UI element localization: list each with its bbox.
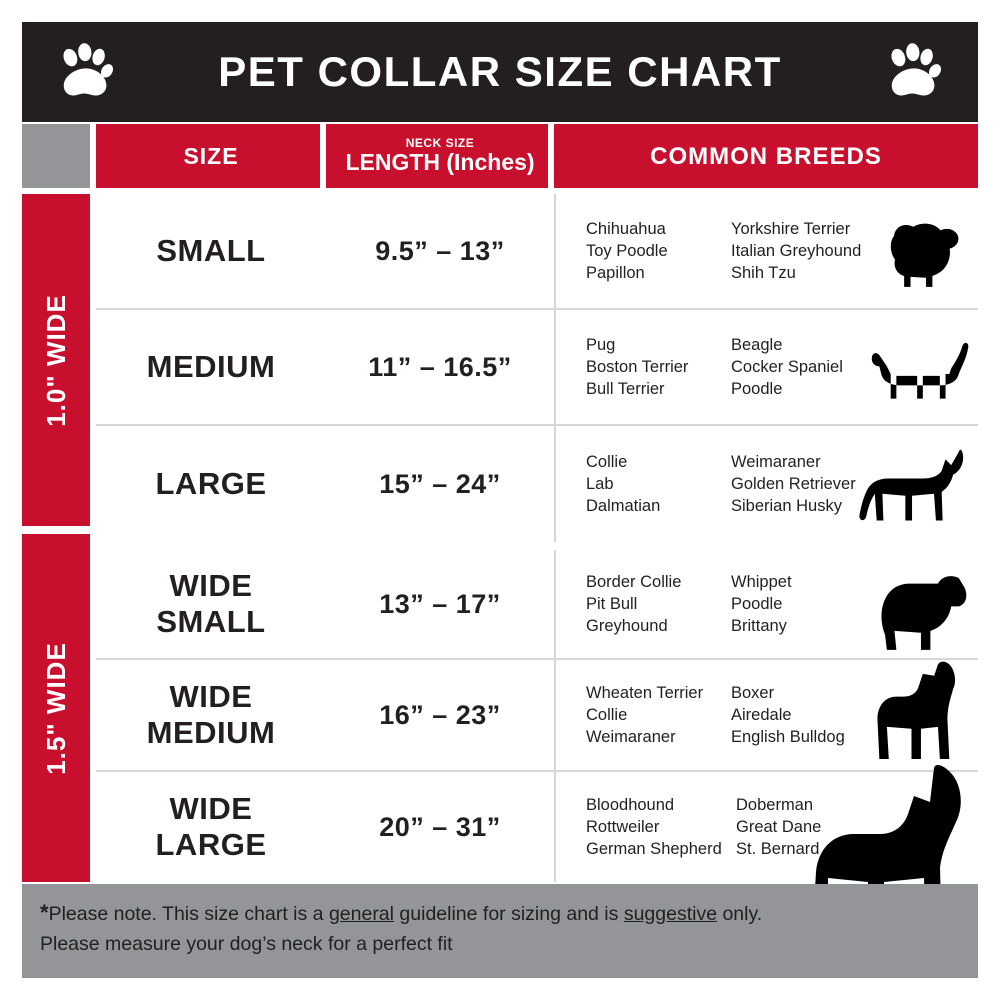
breed-list-2: Beagle Cocker Spaniel Poodle (731, 336, 843, 398)
pitbull-silhouette (868, 660, 972, 770)
breed-list-2: Yorkshire Terrier Italian Greyhound Shih Tzu (731, 220, 862, 282)
breed-list-2: Weimaraner Golden Retriever Siberian Husky (731, 453, 856, 515)
group-label-1-0-wide: 1.0" WIDE (22, 194, 90, 526)
table-row[interactable] (96, 660, 978, 772)
group-separator (96, 542, 978, 550)
shepherd-silhouette (854, 446, 972, 532)
cell-breeds (554, 660, 978, 770)
cell-breeds (554, 426, 978, 542)
cell-size: WIDE LARGE (155, 791, 267, 862)
cell-size: WIDE SMALL (156, 568, 266, 639)
cell-divider (554, 194, 556, 308)
paw-icon (56, 42, 116, 102)
breed-list-1: Collie Lab Dalmatian (586, 453, 661, 515)
table-row[interactable] (96, 426, 978, 542)
pomeranian-silhouette (880, 214, 972, 296)
cell-divider (554, 426, 556, 542)
width-group-column (22, 124, 90, 882)
breed-list-2: Whippet Poodle Brittany (731, 573, 792, 635)
emphasis-suggestive: suggestive (623, 903, 718, 925)
paw-icon (884, 42, 944, 102)
breed-list-1: Pug Boston Terrier Bull Terrier (586, 336, 689, 398)
breed-list-2: Boxer Airedale English Bulldog (731, 684, 845, 746)
page-title: PET COLLAR SIZE CHART (218, 48, 782, 95)
cell-divider (554, 550, 556, 658)
chart-header (22, 22, 978, 122)
cell-length: 9.5” – 13” (375, 235, 505, 266)
breed-list-2: Doberman Great Dane St. Bernard (736, 796, 822, 858)
cell-breeds (554, 550, 978, 658)
footer-note (22, 884, 978, 978)
cell-size: MEDIUM (146, 349, 276, 384)
cell-length: 20” – 31” (379, 811, 501, 842)
footer-line-1: *Please note. This size chart is a general guideline for sizing and is suggestive only. (40, 900, 763, 925)
table-row[interactable] (96, 310, 978, 426)
bulldog-silhouette (868, 568, 972, 656)
column-header-length: NECK SIZE LENGTH (Inches) (326, 124, 554, 188)
cell-size: WIDE MEDIUM (146, 679, 276, 750)
corner-cell (22, 124, 90, 188)
column-header-breeds: COMMON BREEDS (650, 142, 882, 170)
cell-divider (554, 772, 556, 882)
breed-list-1: Wheaten Terrier Collie Weimaraner (586, 684, 704, 746)
cell-length: 11” – 16.5” (368, 351, 512, 382)
cell-divider (554, 310, 556, 424)
table-header-row (96, 124, 978, 188)
cell-size: SMALL (156, 233, 266, 268)
cell-length: 15” – 24” (379, 468, 501, 499)
breed-list-1: Border Collie Pit Bull Greyhound (586, 573, 682, 635)
cell-breeds (554, 194, 978, 308)
footer-line-2: Please measure your dog’s neck for a perfect fit (40, 933, 453, 955)
table-row[interactable] (96, 194, 978, 310)
group-label-1-5-wide: 1.5" WIDE (22, 534, 90, 882)
breed-list-1: Chihuahua Toy Poodle Papillon (586, 220, 668, 282)
cell-length: 16” – 23” (379, 699, 501, 730)
dachshund-silhouette (868, 338, 972, 410)
cell-length: 13” – 17” (379, 588, 501, 619)
emphasis-general: general (328, 903, 394, 925)
breed-list-1: Bloodhound Rottweiler German Shepherd (586, 796, 722, 858)
column-header-size: SIZE (96, 124, 326, 188)
cell-divider (554, 660, 556, 770)
table-row[interactable] (96, 550, 978, 660)
cell-size: LARGE (155, 466, 267, 501)
asterisk: * (40, 900, 49, 925)
cell-breeds (554, 310, 978, 424)
